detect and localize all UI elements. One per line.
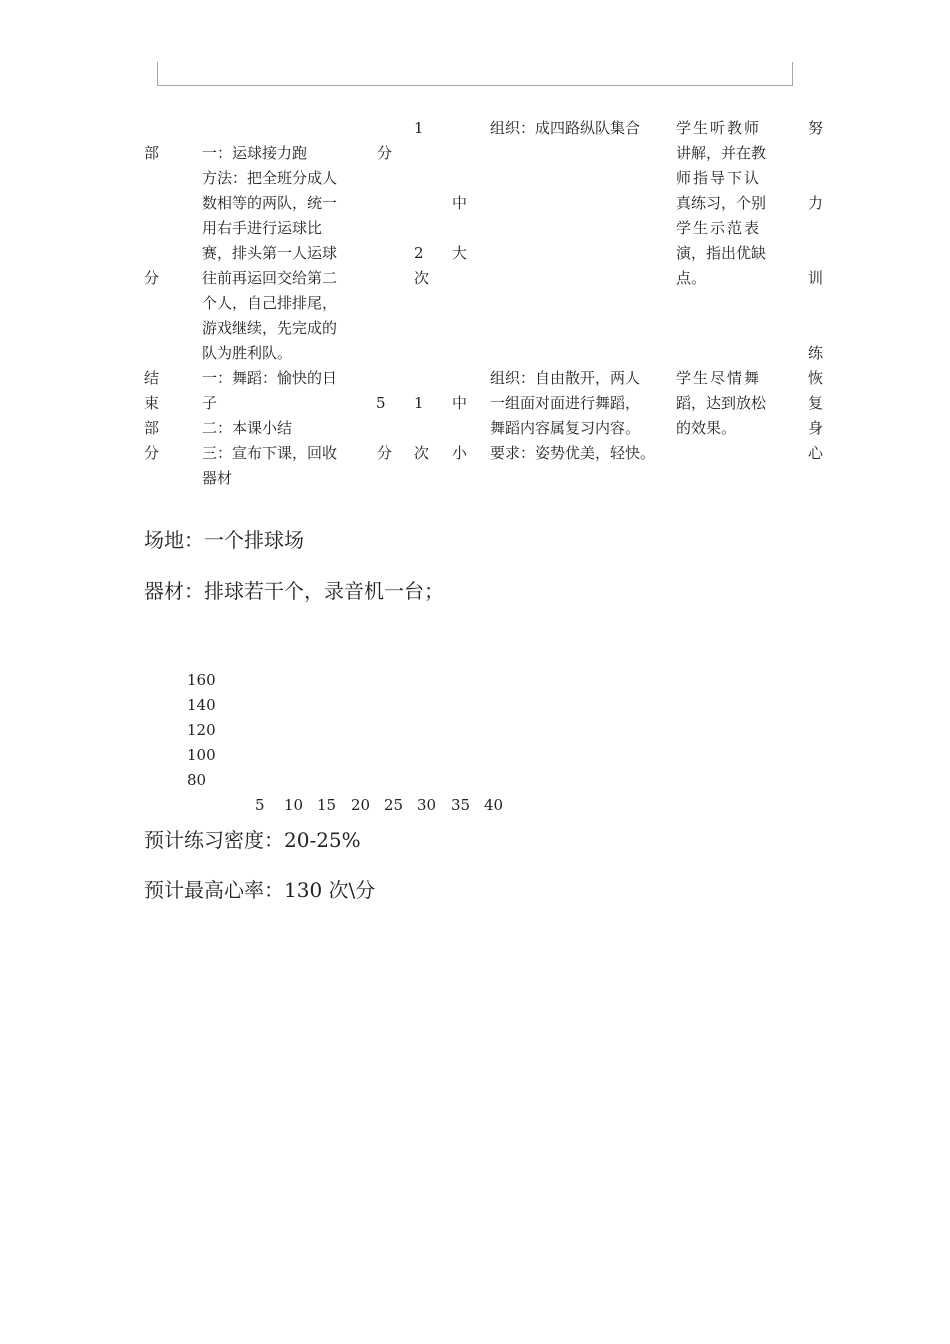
content-line: 个人，自己排排尾， — [202, 294, 338, 312]
student-activity: 的效果。 — [676, 419, 737, 437]
part-label: 部 — [144, 419, 160, 437]
count-unit: 次 — [414, 444, 430, 462]
practice-density-text: 预计练习密度：20-25% — [144, 828, 361, 852]
note-char: 心 — [808, 444, 824, 462]
student-activity: 真练习，个别 — [676, 194, 767, 212]
part-label: 分 — [144, 444, 160, 462]
note-char: 身 — [808, 419, 824, 437]
intensity-label: 中 — [452, 394, 468, 412]
y-tick-label: 120 — [187, 721, 216, 739]
time-unit: 分 — [377, 444, 393, 462]
student-activity: 蹈，达到放松 — [676, 394, 767, 412]
content-title: 一：运球接力跑 — [202, 144, 308, 162]
content-line: 三：宣布下课，回收 — [202, 444, 338, 462]
venue-text: 场地：一个排球场 — [144, 528, 304, 552]
content-line: 方法：把全班分成人 — [202, 169, 338, 187]
note-char: 训 — [808, 269, 824, 287]
content-line: 二：本课小结 — [202, 419, 293, 437]
note-char: 努 — [808, 119, 824, 137]
equipment-text: 器材：排球若干个，录音机一台； — [144, 579, 444, 603]
max-heart-rate-text: 预计最高心率：130 次\分 — [144, 878, 376, 902]
student-activity: 点。 — [676, 269, 707, 287]
student-activity: 演，指出优缺 — [676, 244, 767, 262]
part-label: 结 — [144, 369, 160, 387]
count-unit: 次 — [414, 269, 430, 287]
y-tick-label: 140 — [187, 696, 216, 714]
x-tick-label: 40 — [484, 796, 504, 814]
student-activity: 学生示范表 — [676, 219, 762, 237]
note-char: 力 — [808, 194, 824, 212]
x-tick-label: 5 — [255, 796, 265, 814]
y-tick-label: 160 — [187, 671, 216, 689]
y-tick-label: 100 — [187, 746, 216, 764]
student-activity: 学生听教师 — [676, 119, 762, 137]
x-tick-label: 25 — [384, 796, 404, 814]
x-tick-label: 15 — [317, 796, 337, 814]
intensity-label: 中 — [452, 194, 468, 212]
organization-text: 组织：自由散开，两人 — [490, 369, 641, 387]
count-value: 1 — [414, 394, 424, 412]
x-tick-label: 30 — [417, 796, 437, 814]
y-tick-label: 80 — [187, 771, 207, 789]
content-line: 赛，排头第一人运球 — [202, 244, 338, 262]
content-line: 一：舞蹈：愉快的日 — [202, 369, 338, 387]
intensity-label: 小 — [452, 444, 468, 462]
x-tick-label: 35 — [451, 796, 471, 814]
requirement-text: 要求：姿势优美，轻快。 — [490, 444, 656, 462]
content-line: 数相等的两队，统一 — [202, 194, 338, 212]
x-tick-label: 10 — [284, 796, 304, 814]
content-line: 器材 — [202, 469, 233, 487]
content-line: 游戏继续，先完成的 — [202, 319, 338, 337]
student-activity: 学生尽情舞 — [676, 369, 762, 387]
content-line: 用右手进行运球比 — [202, 219, 323, 237]
table-top-border — [157, 62, 793, 86]
content-line: 往前再运回交给第二 — [202, 269, 338, 287]
student-activity: 讲解，并在教 — [676, 144, 767, 162]
student-activity: 师指导下认 — [676, 169, 762, 187]
count-value: 1 — [414, 119, 424, 137]
organization-text: 舞蹈内容属复习内容。 — [490, 419, 641, 437]
part-label: 分 — [144, 269, 160, 287]
x-tick-label: 20 — [351, 796, 371, 814]
time-value: 5 — [376, 394, 386, 412]
time-unit: 分 — [377, 144, 393, 162]
part-label: 束 — [144, 394, 160, 412]
part-label: 部 — [144, 144, 160, 162]
organization-text: 组织：成四路纵队集合 — [490, 119, 641, 137]
content-line: 队为胜利队。 — [202, 344, 293, 362]
note-char: 复 — [808, 394, 824, 412]
organization-text: 一组面对面进行舞蹈， — [490, 394, 641, 412]
count-value: 2 — [414, 244, 424, 262]
content-line: 子 — [202, 394, 218, 412]
note-char: 恢 — [808, 369, 824, 387]
note-char: 练 — [808, 344, 824, 362]
intensity-label: 大 — [452, 244, 468, 262]
